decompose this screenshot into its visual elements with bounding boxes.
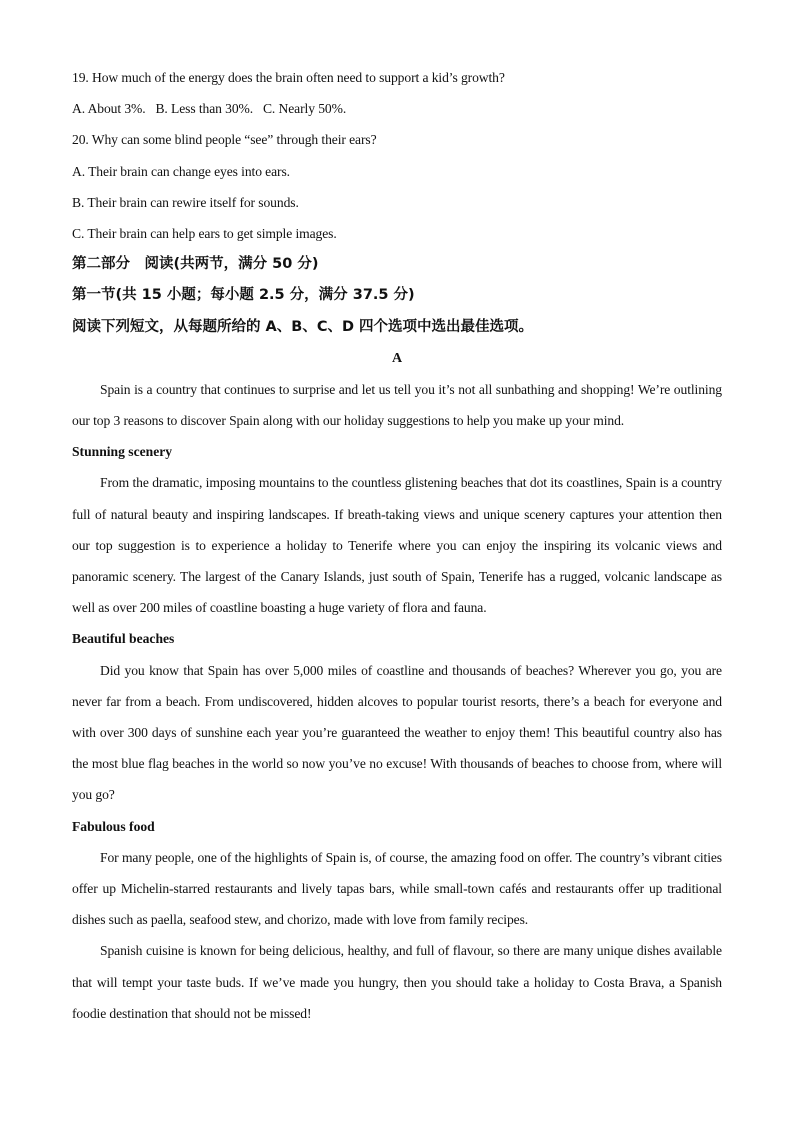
- question-19-options: A. About 3%. B. Less than 30%. C. Nearly 50%.: [72, 101, 347, 117]
- question-19-stem: 19. How much of the energy does the brain often need to support a kid’s growth?: [72, 70, 505, 85]
- paragraph-scenery: From the dramatic, imposing mountains to the countless glistening beaches that dot its coastlines, Spain is a country full of natural beauty and inspiring landscapes. If breath-taking views and unique scenery captures your attention then our top suggestion is to experience a holiday to Tenerife where you can enjoy the inspiring its volcanic views and panoramic scenery. The largest of the Canary Islands, just south of Spain, Tenerife has a rugged, volcanic landscape as well as over 200 miles of coastline boasting a huge variety of flora and fauna.: [72, 475, 722, 616]
- passage-letter: A: [391, 350, 403, 366]
- question-20-option-a: A. Their brain can change eyes into ears.: [72, 163, 290, 179]
- paragraph-cuisine: Spanish cuisine is known for being delicious, healthy, and full of flavour, so there are many unique dishes available that will tempt your taste buds. If we’ve made you hungry, then you should take a holiday to Costa Brava, a Spanish foodie destination that should not be missed!: [72, 943, 722, 1021]
- document-page: [72, 62, 722, 1029]
- section-title: 第一节(共 15 小题；每小题 2.5 分，满分 37.5 分): [72, 287, 415, 304]
- heading-stunning-scenery: Stunning scenery: [72, 444, 173, 460]
- paragraph-beaches: Did you know that Spain has over 5,000 miles of coastline and thousands of beaches? Wherever you go, you are never far from a beach. From undiscovered, hidden alcoves to popular tourist resorts, there’s a beach for everyone and with over 300 days of sunshine each year you’re guaranteed the weather to enjoy them! This beautiful country also has the most blue flag beaches in the world so now you’ve no excuse! With thousands of beaches to choose from, where will you go?: [72, 662, 722, 803]
- passage-intro: Spain is a country that continues to surprise and let us tell you it’s not all sunbathing and shopping! We’re outlining our top 3 reasons to discover Spain along with our holiday suggestions to help you make up your mind.: [72, 381, 722, 429]
- heading-beautiful-beaches: Beautiful beaches: [72, 631, 175, 647]
- question-20-option-c: C. Their brain can help ears to get simple images.: [72, 225, 337, 241]
- question-20-stem: 20. Why can some blind people “see” through their ears?: [72, 132, 377, 148]
- reading-instruction: 阅读下列短文，从每题所给的 A、B、C、D 四个选项中选出最佳选项。: [72, 318, 534, 335]
- part-title: 第二部分 阅读(共两节，满分 50 分): [72, 256, 319, 273]
- question-20-option-b: B. Their brain can rewire itself for sounds.: [72, 194, 299, 210]
- heading-fabulous-food: Fabulous food: [72, 818, 155, 834]
- paragraph-food: For many people, one of the highlights of Spain is, of course, the amazing food on offer. The country’s vibrant cities offer up Michelin-starred restaurants and lively tapas bars, while small-town cafés and restaurants offer up traditional dishes such as paella, seafood stew, and chorizo, made with love from family recipes.: [72, 849, 722, 928]
